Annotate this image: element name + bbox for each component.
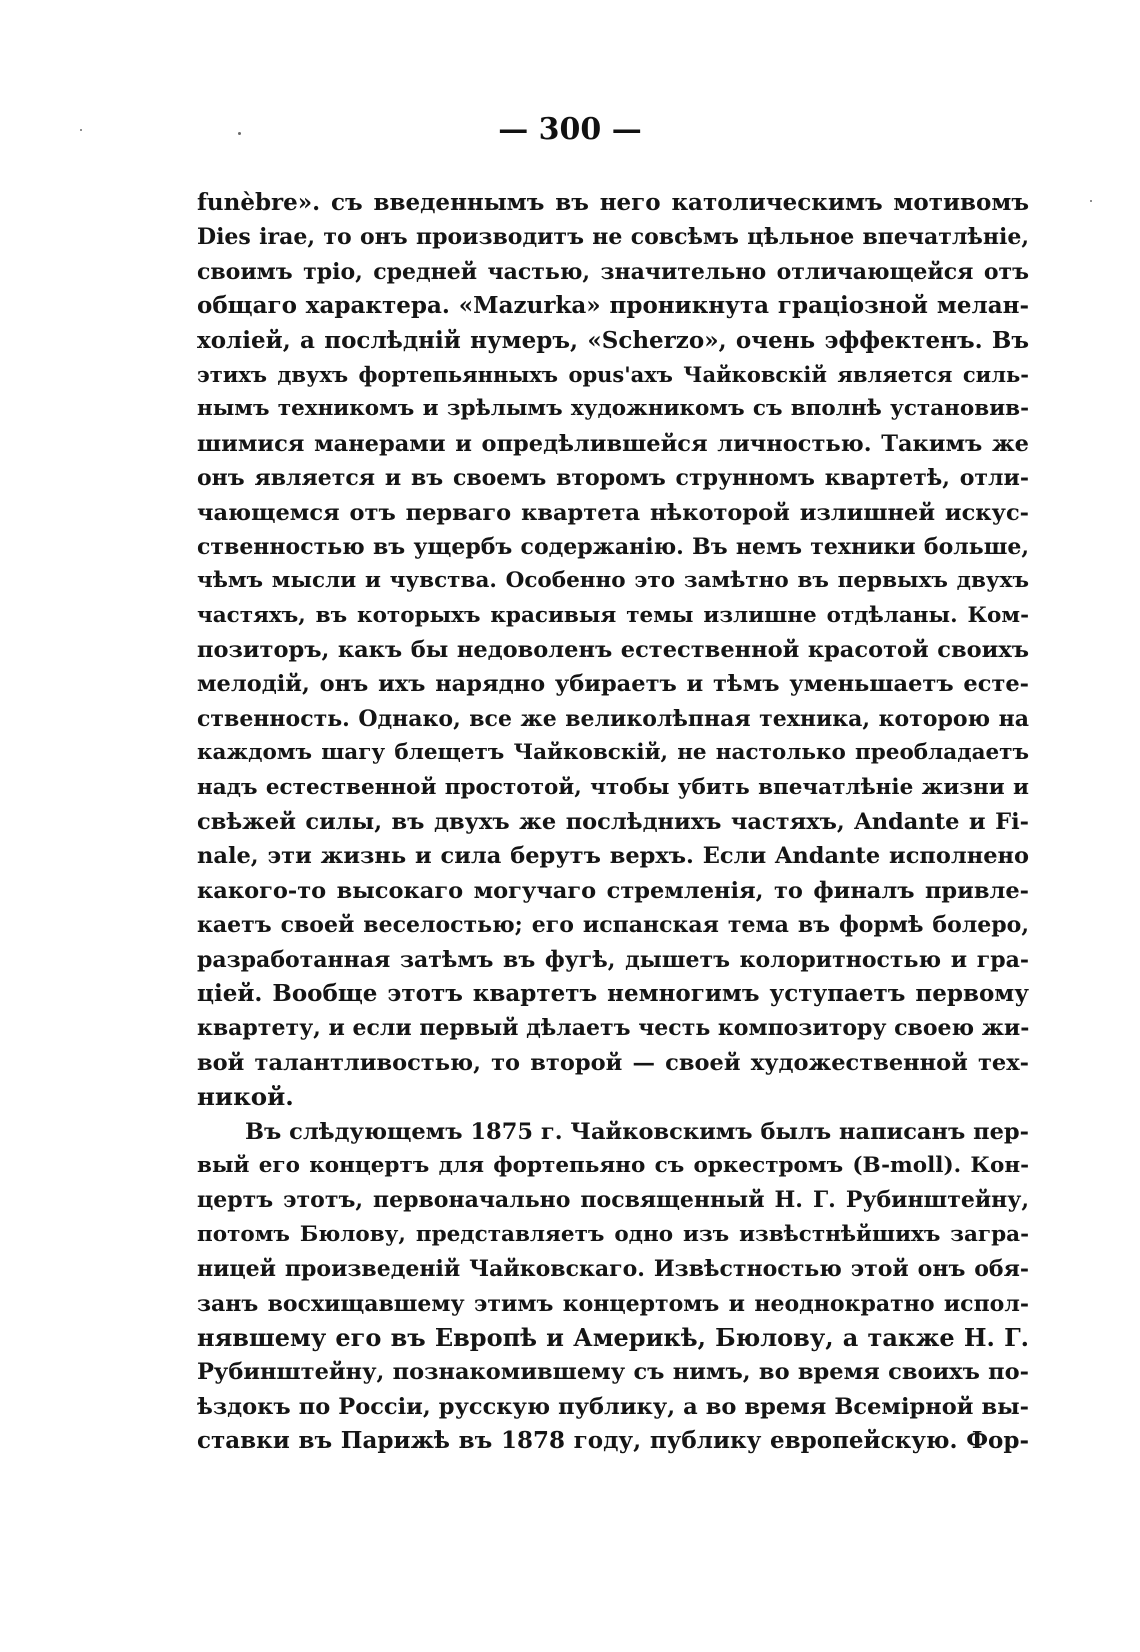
text-line: чѣмъ мысли и чувства. Особенно это замѣтно въ первыхъ двухъ — [197, 568, 1029, 594]
print-speck — [1090, 200, 1092, 202]
text-line: надъ естественной простотой, чтобы убить впечатлѣніе жизни и — [197, 774, 1029, 800]
text-line: nale, эти жизнь и сила берутъ верхъ. Если Andante исполнено — [197, 843, 1029, 870]
text-line: ственность. Однако, все же великолѣпная техника, которою на — [197, 705, 1029, 732]
text-line: позиторъ, какъ бы недоволенъ естественной красотой своихъ — [197, 637, 1029, 664]
text-line: Dies irae, то онъ производитъ не совсѣмъ цѣльное впечатлѣніе, — [197, 224, 1029, 251]
text-line: этихъ двухъ фортепьянныхъ opus'ахъ Чайковскій является силь- — [197, 361, 1029, 387]
text-line: ственностью въ ущербъ содержанію. Въ немъ техники больше, — [197, 533, 1029, 560]
text-line: нявшему его въ Европѣ и Америкѣ, Бюлову, а также Н. Г. — [197, 1322, 1029, 1352]
text-line: мелодій, онъ ихъ нарядно убираетъ и тѣмъ уменьшаетъ есте- — [197, 671, 1029, 698]
text-line: потомъ Бюлову, представляетъ одно изъ извѣстнѣйшихъ загра- — [197, 1221, 1029, 1247]
text-line: разработанная затѣмъ въ фугѣ, дышетъ колоритностью и гра- — [197, 946, 1029, 973]
text-line: чающемся отъ перваго квартета нѣкоторой излишней искус- — [197, 499, 1029, 526]
text-line: Рубинштейну, познакомившему съ нимъ, во время своихъ по- — [197, 1359, 1029, 1386]
text-line: Въ слѣдующемъ 1875 г. Чайковскимъ былъ написанъ пер- — [245, 1118, 1029, 1145]
text-line: холіей, а послѣдній нумеръ, «Scherzo», очень эффектенъ. Въ — [197, 326, 1029, 354]
text-line: свѣжей силы, въ двухъ же послѣднихъ частяхъ, Andante и Fi- — [197, 809, 1029, 836]
text-line: funèbre». съ введеннымъ въ него католическимъ мотивомъ — [197, 189, 1029, 216]
text-line: занъ восхищавшему этимъ концертомъ и неоднократно испол- — [197, 1290, 1029, 1317]
body-text — [197, 186, 1029, 1458]
text-line: ставки въ Парижѣ въ 1878 году, публику европейскую. Фор- — [197, 1427, 1029, 1455]
text-line: ницей произведеній Чайковскаго. Извѣстностью этой онъ обя- — [197, 1256, 1029, 1283]
text-line: ѣздокъ по Россіи, русскую публику, а во время Всемірной вы- — [197, 1393, 1029, 1420]
text-line: общаго характера. «Mazurka» проникнута граціозной мелан- — [197, 292, 1029, 320]
text-line: никой. — [197, 1082, 294, 1112]
text-line: какого-то высокаго могучаго стремленія, то финалъ привле- — [197, 877, 1029, 904]
text-line: цертъ этотъ, первоначально посвященный Н. Г. Рубинштейну, — [197, 1187, 1029, 1214]
text-line: каждомъ шагу блещетъ Чайковскій, не настолько преобладаетъ — [197, 740, 1029, 766]
text-line: каетъ своей веселостью; его испанская тема въ формѣ болеро, — [197, 912, 1029, 939]
text-line: своимъ тріо, средней частью, значительно отличающейся отъ — [197, 258, 1029, 285]
page-number: — 300 — — [498, 112, 642, 147]
text-line: частяхъ, въ которыхъ красивыя темы излишне отдѣланы. Ком- — [197, 602, 1029, 628]
text-line: квартету, и если первый дѣлаетъ честь композитору своею жи- — [197, 1015, 1030, 1042]
text-line: вой талантливостью, то второй — своей художественной тех- — [197, 1049, 1029, 1076]
text-line: шимися манерами и опредѣлившейся личностью. Такимъ же — [197, 430, 1029, 457]
text-line: нымъ техникомъ и зрѣлымъ художникомъ съ вполнѣ установив- — [197, 396, 1029, 422]
text-line: вый его концертъ для фортепьяно съ оркестромъ (B-moll). Кон- — [197, 1152, 1029, 1178]
text-line: онъ является и въ своемъ второмъ струнномъ квартетѣ, отли- — [197, 465, 1029, 492]
text-line: ціей. Вообще этотъ квартетъ немногимъ уступаетъ первому — [197, 979, 1029, 1007]
